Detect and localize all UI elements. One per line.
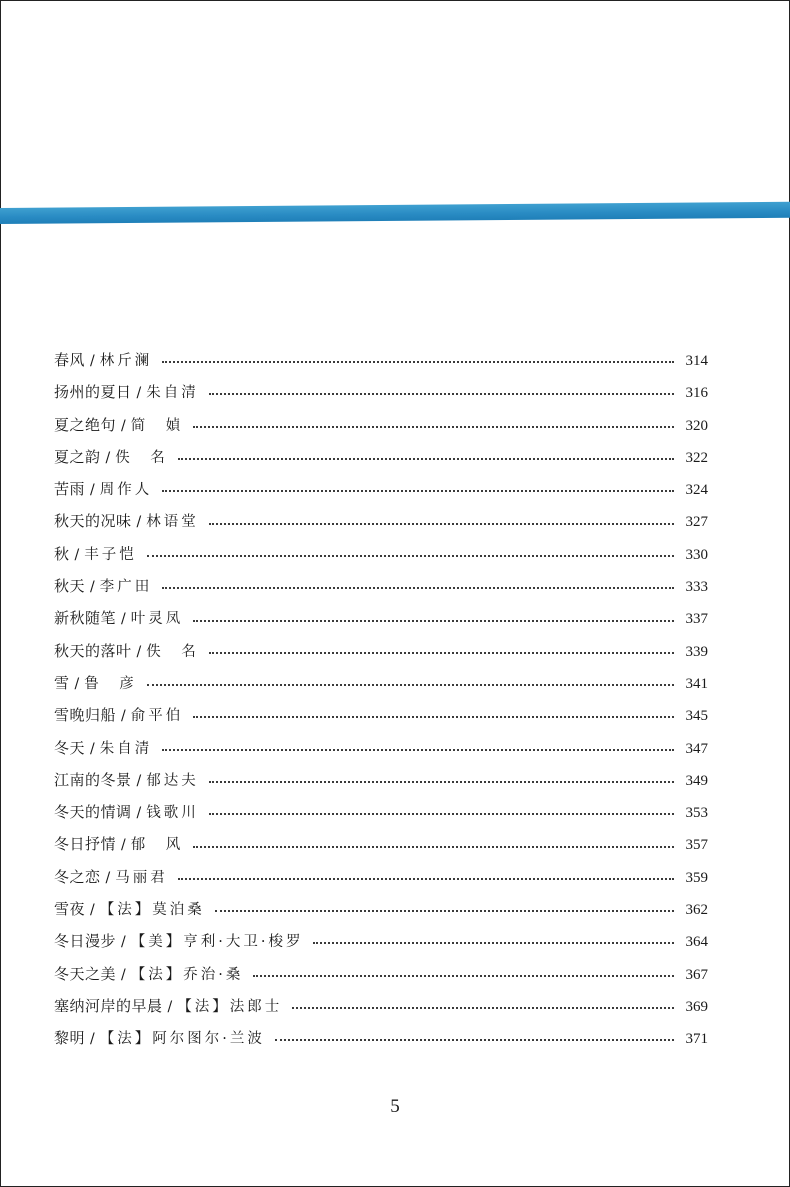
toc-entry [54,344,708,376]
title-author-separator: / [167,998,173,1015]
essay-title: 冬之恋 [54,867,101,886]
dot-leader [193,846,674,848]
toc-page-number: 316 [685,385,708,402]
toc-entry-text [54,861,168,894]
title-author-separator: / [136,514,142,531]
essay-author: 简 媜 [130,417,184,434]
toc-entry [54,570,708,602]
toc-entry [54,376,708,408]
title-author-separator: / [105,449,111,466]
toc-page-number: 327 [685,514,708,531]
title-author-separator: / [105,869,111,886]
essay-title: 雪 [54,673,70,692]
essay-title: 雪晚归船 [54,706,117,725]
toc-page-number: 341 [685,675,708,692]
toc-entry [54,441,708,473]
essay-title: 夏之绝句 [54,415,117,434]
title-author-separator: / [90,740,95,757]
essay-author: 林斤澜 [99,353,153,369]
toc-entry [54,893,708,925]
dot-leader [209,523,674,525]
toc-entry-text [54,990,282,1023]
essay-title: 秋天的落叶 [54,641,132,660]
toc-entry-text [54,1022,265,1055]
essay-title: 秋天 [54,577,86,596]
toc-entry [54,925,708,957]
essay-author: 朱自清 [146,385,199,402]
dot-leader [209,813,674,815]
toc-entry-text [54,958,243,991]
essay-title: 苦雨 [54,480,86,499]
toc-page-number: 371 [685,1031,708,1048]
essay-title: 黎明 [54,1029,86,1048]
essay-author: 【法】法郎士 [177,998,283,1015]
essay-author: 马丽君 [115,869,168,886]
dot-leader [162,587,674,589]
toc-page-number: 314 [685,353,708,369]
title-author-separator: / [74,546,80,563]
toc-page-number: 359 [685,869,708,886]
essay-author: 李广田 [99,579,153,596]
essay-author: 鲁 彦 [84,675,137,692]
toc-entry-text [54,441,168,474]
toc-page-number: 339 [685,643,708,660]
toc-entry [54,732,708,764]
dot-leader [162,749,674,751]
toc-entry [54,990,708,1022]
dot-leader [313,942,674,944]
toc-entry-text [54,344,152,377]
essay-author: 叶灵凤 [130,611,184,628]
title-author-separator: / [121,708,126,725]
toc-entry [54,958,708,990]
toc-entry-text [54,925,303,958]
essay-title: 冬天的情调 [54,803,132,822]
essay-title: 新秋随笔 [54,609,117,628]
essay-author: 【法】莫泊桑 [99,902,205,919]
toc-page-number: 369 [685,998,708,1015]
toc-entry-text [54,570,152,603]
toc-page-number: 333 [685,579,708,596]
toc-entry [54,1022,708,1054]
essay-title: 秋天的况味 [54,512,132,531]
toc-entry-text [54,505,199,538]
title-author-separator: / [136,643,142,660]
toc-entry [54,699,708,731]
dot-leader [162,361,674,363]
dot-leader [209,652,674,654]
essay-title: 冬天之美 [54,964,117,983]
title-author-separator: / [121,417,126,434]
toc-entry-text [54,764,199,797]
essay-title: 扬州的夏日 [54,383,132,402]
toc-entry-text [54,893,205,926]
dot-leader [178,458,674,460]
title-author-separator: / [136,385,142,402]
essay-author: 佚 名 [146,643,199,660]
toc-entry-text [54,699,183,732]
toc-page-number: 324 [685,482,708,499]
toc-entry [54,635,708,667]
essay-author: 俞平伯 [130,708,184,725]
toc-entry [54,667,708,699]
toc-entry [54,473,708,505]
title-author-separator: / [90,902,95,919]
title-author-separator: / [121,934,126,951]
title-author-separator: / [121,611,126,628]
toc-page-number: 320 [685,417,708,434]
toc-page-number: 345 [685,708,708,725]
dot-leader [209,781,674,783]
essay-title: 雪夜 [54,900,86,919]
toc-page-number: 367 [685,966,708,983]
toc-page-number: 353 [685,805,708,822]
table-of-contents [54,344,708,1055]
toc-entry [54,764,708,796]
toc-entry-text [54,473,152,506]
title-author-separator: / [74,675,80,692]
toc-entry-text [54,538,137,571]
title-author-separator: / [136,772,142,789]
essay-title: 江南的冬景 [54,770,132,789]
toc-entry-text [54,602,183,635]
page-number-footer: 5 [390,1096,400,1117]
essay-title: 塞纳河岸的早晨 [54,996,163,1015]
title-author-separator: / [136,805,142,822]
dot-leader [209,393,674,395]
dot-leader [193,716,674,718]
essay-title: 冬天 [54,738,86,757]
dot-leader [147,555,674,557]
toc-entry [54,602,708,634]
toc-entry [54,861,708,893]
essay-author: 【美】亨利·大卫·梭罗 [130,934,304,951]
toc-entry-text [54,409,183,442]
dot-leader [193,426,674,428]
dot-leader [275,1039,674,1041]
title-author-separator: / [121,966,126,983]
essay-author: 朱自清 [99,740,153,757]
toc-page-number: 330 [685,546,708,563]
dot-leader [292,1007,674,1009]
essay-author: 郁达夫 [146,772,199,789]
toc-entry [54,409,708,441]
toc-entry-text [54,667,137,700]
toc-page-number: 349 [685,772,708,789]
toc-entry [54,828,708,860]
dot-leader [253,975,674,977]
essay-title: 秋 [54,544,70,563]
toc-page-number: 347 [685,740,708,757]
toc-entry-text [54,796,199,829]
toc-page-number: 357 [685,837,708,854]
essay-author: 【法】乔治·桑 [130,966,244,983]
dot-leader [147,684,674,686]
essay-author: 林语堂 [146,514,199,531]
dot-leader [193,620,674,622]
essay-author: 丰子恺 [84,546,137,563]
toc-entry-text [54,732,152,765]
toc-page-number: 362 [685,902,708,919]
title-author-separator: / [90,482,95,499]
toc-page-number: 322 [685,449,708,466]
title-author-separator: / [121,837,126,854]
essay-author: 【法】阿尔图尔·兰波 [99,1031,265,1048]
dot-leader [178,878,674,880]
toc-entry-text [54,635,199,668]
essay-author: 周作人 [99,482,153,499]
toc-page-number: 337 [685,611,708,628]
essay-title: 冬日漫步 [54,932,117,951]
essay-author: 钱歌川 [146,805,199,822]
toc-entry [54,505,708,537]
toc-page-number: 364 [685,934,708,951]
essay-title: 春风 [54,351,86,369]
essay-author: 郁 风 [130,837,184,854]
title-author-separator: / [90,353,95,369]
dot-leader [215,910,674,912]
toc-entry [54,796,708,828]
essay-title: 冬日抒情 [54,835,117,854]
toc-entry [54,538,708,570]
essay-title: 夏之韵 [54,447,101,466]
dot-leader [162,490,674,492]
toc-entry-text [54,376,199,409]
essay-author: 佚 名 [115,449,168,466]
title-author-separator: / [90,579,95,596]
toc-entry-text [54,828,183,861]
title-author-separator: / [90,1031,95,1048]
